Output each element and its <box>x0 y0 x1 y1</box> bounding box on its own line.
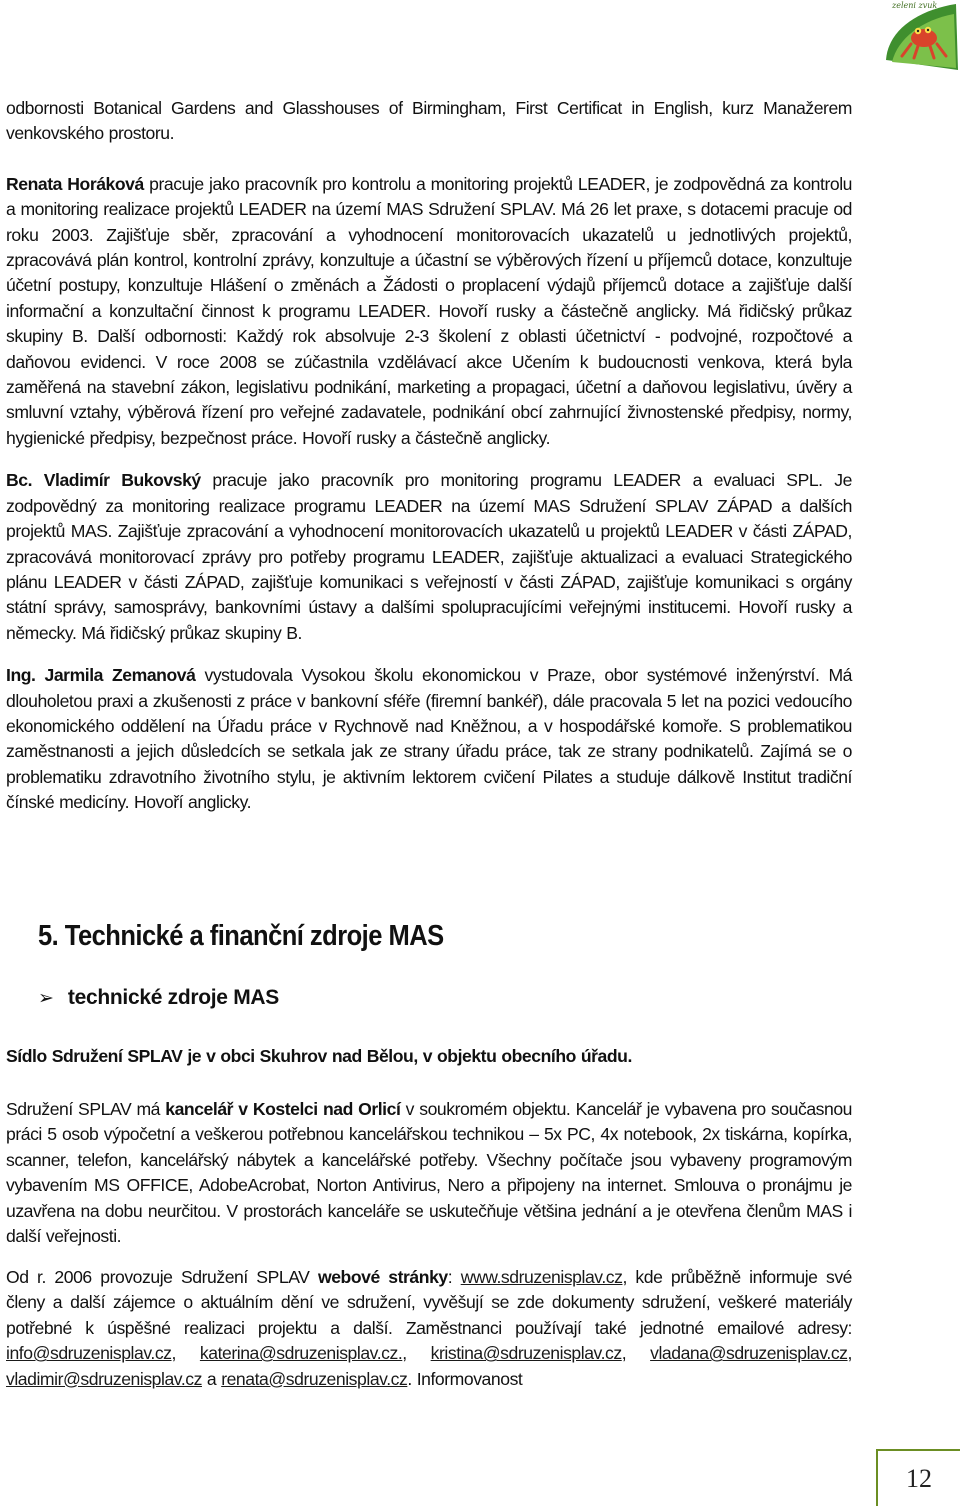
document-body <box>6 96 852 816</box>
email-link-kristina[interactable]: kristina@sdruzenisplav.cz <box>430 1343 622 1364</box>
web-mid: , kde průběžně informuje své členy a další zájemce o aktuálním dění ve sdružení, vyvěšují se zde dokumenty sdružení, veškeré materiály potřebné k úspěšné realizaci projektu a další. Zaměstnanci používají také jednotné emailové adresy: <box>6 1267 853 1338</box>
web-bold: webové stránky <box>317 1267 448 1287</box>
email-link-katerina[interactable]: katerina@sdruzenisplav.cz. <box>199 1343 403 1364</box>
section-heading: 5. Technické a finanční zdroje MAS <box>38 920 444 952</box>
frog-logo-icon <box>878 0 960 72</box>
kancelar-bold: kancelář v Kostelci nad Orlicí <box>165 1099 401 1119</box>
email-link-vladana[interactable]: vladana@sdruzenisplav.cz <box>650 1343 848 1364</box>
paragraph-bukovsky <box>6 468 852 646</box>
paragraph-web <box>6 1265 852 1392</box>
email-link-renata[interactable]: renata@sdruzenisplav.cz <box>221 1368 408 1389</box>
subsection-heading: technické zdroje MAS <box>67 986 279 1009</box>
web-colon: : <box>447 1267 461 1287</box>
kancelar-post: v soukromém objektu. Kancelář je vybavena pro současnou práci 5 osob výpočetní a veškerou potřebnou kancelářskou technikou – 5x PC, 4x notebook, 2x tiskárna, kopírka, scanner, telefon, kancelářský nábytek a kancelářské potřeby. Všechny počítače jsou vybaveny programovým vybavením MS OFFICE, AdobeAcrobat, Norton Antivirus, Nero a připojeny na internet. Smlouva o pronájmu je uzavřena na dobu neurčitou. V prostorách kanceláře se uskutečňuje většina jednání a je otevřena členům MAS i další veřejnosti. <box>6 1099 853 1247</box>
paragraph-horakova <box>6 172 852 451</box>
separator: a <box>201 1368 222 1389</box>
web-pre: Od r. 2006 provozuje Sdružení SPLAV <box>6 1267 318 1287</box>
page-number-box <box>876 1449 960 1506</box>
logo <box>878 0 960 72</box>
arrow-bullet-icon: ➢ <box>38 987 54 1009</box>
paragraph-kancelar <box>6 1097 852 1249</box>
sidlo-statement: Sídlo Sdružení SPLAV je v obci Skuhrov nad Bělou, v objektu obecního úřadu. <box>6 1046 632 1066</box>
separator: , <box>847 1343 852 1364</box>
email-link-vladimir[interactable]: vladimir@sdruzenisplav.cz <box>6 1368 202 1389</box>
person-name: Renata Horáková <box>6 173 144 194</box>
paragraph-text: vystudovala Vysokou školu ekonomickou v Praze, obor systémové inženýrství. Má dlouholetou praxi a zkušenosti z práce v bankovní sféře (firemní bankéř), dále pracovala 5 let na pozici vedoucího ekonomického oddělení na Úřadu práce v Rychnově nad Kněžnou, a v hospodářské komoře. S problematikou zaměstnanosti a jejich důsledcích se setkala jak ze strany úřadu práce, tak ze strany podnikatelů. Zajímá se o problematiku zdravotního životního stylu, je aktivním lektorem cvičení Pilates a studuje dálkově Institut tradiční čínské medicíny. Hovoří anglicky. <box>6 665 852 813</box>
website-link[interactable]: www.sdruzenisplav.cz <box>460 1267 623 1287</box>
subsection-heading-row <box>38 986 279 1010</box>
separator: , <box>621 1343 651 1364</box>
paragraph-text: pracuje jako pracovník pro kontrolu a monitoring projektů LEADER, je zodpovědná za kontrolu a monitoring realizace projektů LEADER na území MAS Sdružení SPLAV. Má 26 let praxe, s dotacemi pracuje od roku 2003. Zajišťuje sběr, zpracování a vyhodnocení monitorovacích ukazatelů u jednotlivých projektů, zpracovává plán kontrol, kontrolní zprávy, konzultuje a účastní se výběrových řízení u příjemců dotace, konzultuje účetní postupy, konzultuje Hlášení o změnách a Žádosti o proplacení výdajů příjemců dotace a zajišťuje další informační a konzultační činnost k programu LEADER. Hovoří rusky a částečně anglicky. Má řidičský průkaz skupiny B. Další odbornosti: Každý rok absolvuje 2-3 školení z oblasti účetnictví - podvojné, rozpočtové a daňovou evidenci. V roce 2008 se zúčastnila vzdělávací akce Učením k budoucnosti venkova, která byla zaměřená na stavební zákon, legislativu podnikání, marketing a propagaci, účetní a daňovou legislativu, úvěry a smluvní vztahy, výběrová řízení pro veřejné zadavatele, podnikání obcí zahrnující živnostenské předpisy, normy, hygienické předpisy, bezpečnost práce. Hovoří rusky a částečně anglicky. <box>6 173 852 448</box>
person-name: Ing. Jarmila Zemanová <box>6 665 196 686</box>
kancelar-pre: Sdružení SPLAV má <box>6 1099 166 1119</box>
paragraph-text: pracuje jako pracovník pro monitoring programu LEADER a evaluaci SPL. Je zodpovědný za monitoring realizace programu LEADER na území MAS Sdružení SPLAV ZÁPAD a dalších projektů MAS. Zajišťuje zpracování a vyhodnocení monitorovacích ukazatelů u projektů LEADER v části ZÁPAD, zpracovává monitorovací zprávy pro potřeby programu LEADER, zajišťuje aktualizaci a evaluaci Strategického plánu LEADER v části ZÁPAD, zajišťuje komunikaci s veřejností v části ZÁPAD, zajišťuje komunikaci s orgány státní správy, samosprávy, bankovními ústavy a dalšími spolupracujícími veřejnými institucemi. Hovoří rusky a německy. Má řidičský průkaz skupiny B. <box>6 470 852 643</box>
separator: , <box>171 1343 200 1364</box>
email-link-info[interactable]: info@sdruzenisplav.cz <box>6 1343 172 1364</box>
paragraph-zemanova <box>6 663 852 815</box>
web-end: . Informovanost <box>407 1368 523 1389</box>
logo-text: zeleni zvuk <box>892 1 938 10</box>
person-name: Bc. Vladimír Bukovský <box>6 470 201 491</box>
separator: , <box>402 1343 431 1364</box>
page-number: 12 <box>906 1463 932 1493</box>
paragraph-continuation: odbornosti Botanical Gardens and Glasshouses of Birmingham, First Certificat in English, kurz Manažerem venkovského prostoru. <box>6 98 852 144</box>
